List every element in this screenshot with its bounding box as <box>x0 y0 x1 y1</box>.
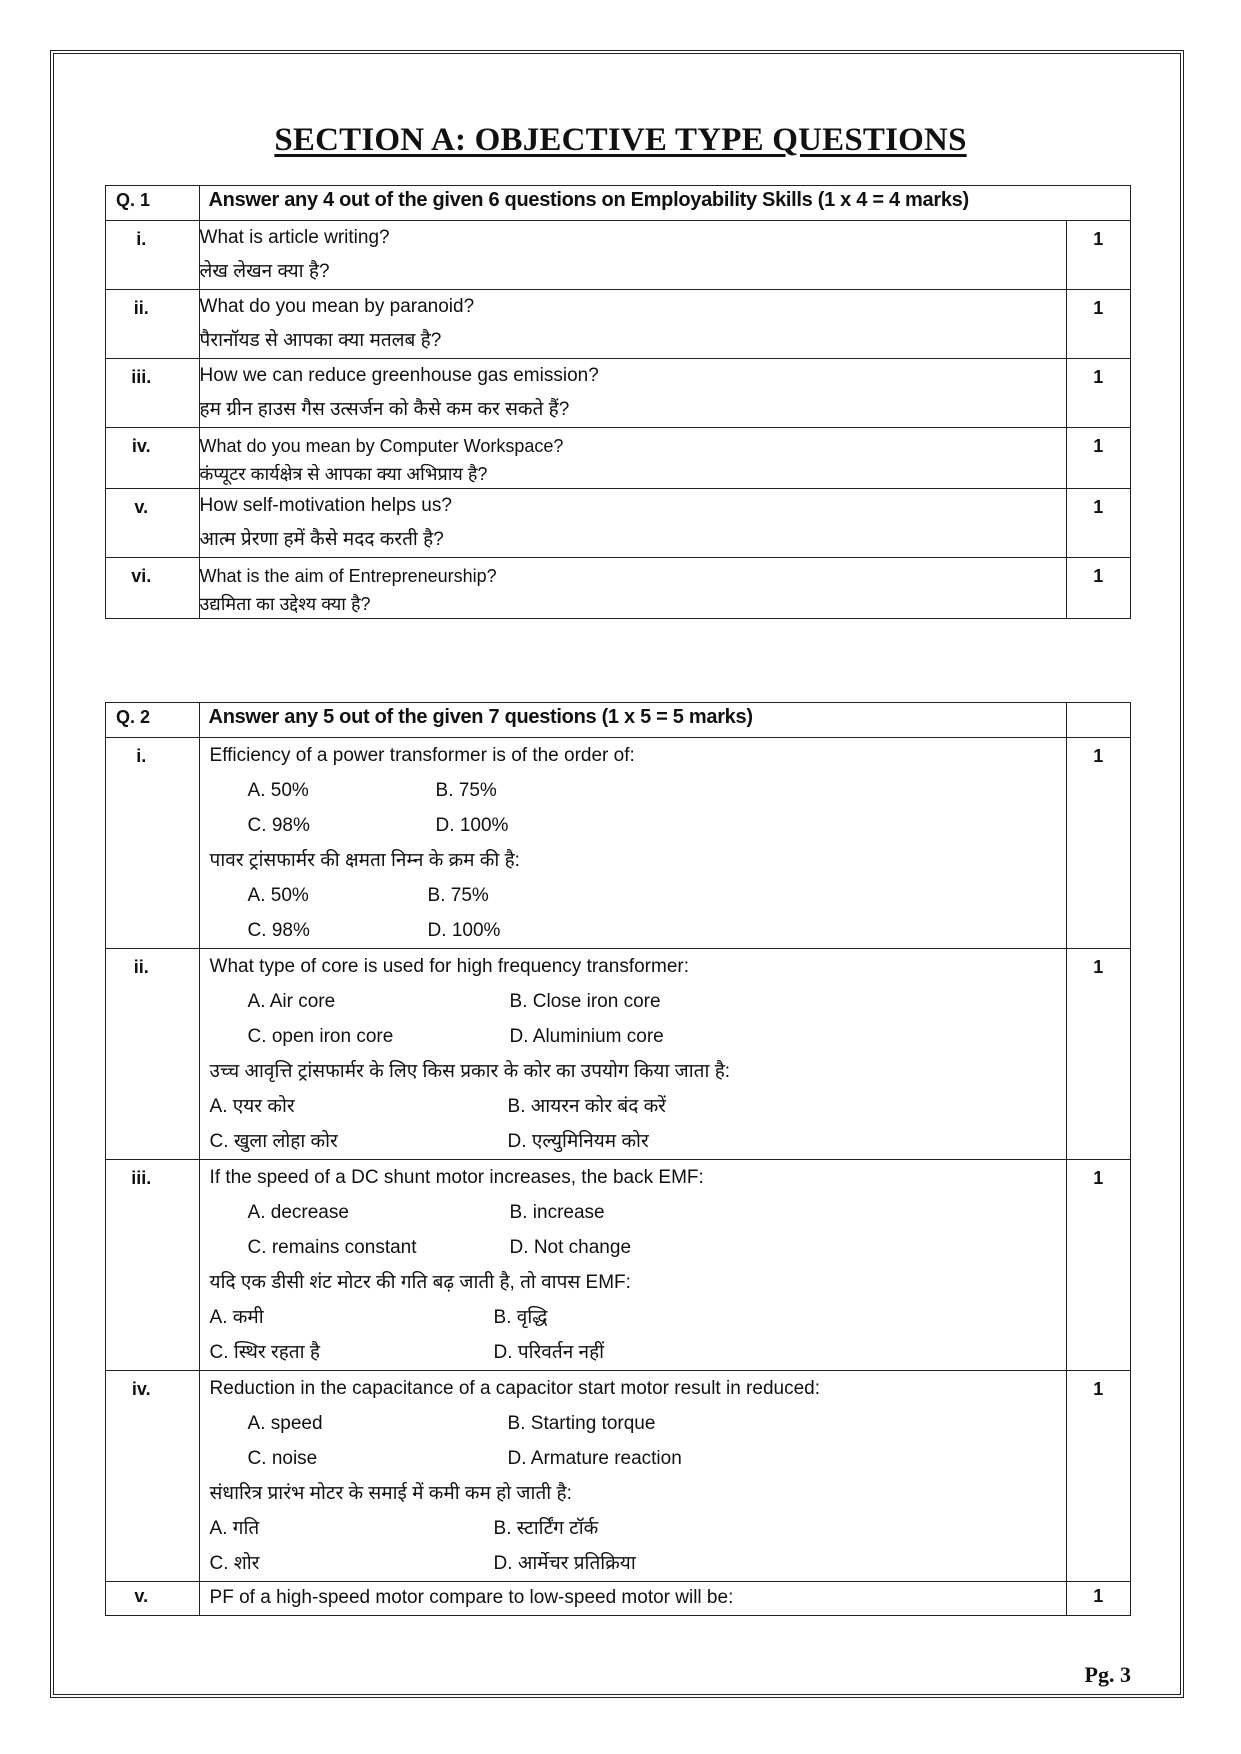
question-english: What is the aim of Entrepreneurship? <box>199 566 497 586</box>
options-english <box>210 984 1066 1054</box>
question-english: What do you mean by paranoid? <box>199 296 475 317</box>
options-hindi <box>210 878 1066 948</box>
option-b: B. increase <box>509 1202 605 1223</box>
option-c: C. शोर <box>209 1553 260 1574</box>
sub-question-text <box>199 489 1066 558</box>
sub-question-number: v. <box>106 1582 200 1616</box>
sub-question-number: iii. <box>106 359 200 428</box>
option-c: C. स्थिर रहता है <box>209 1342 320 1363</box>
options-english <box>210 773 1066 843</box>
option-c: C. खुला लोहा कोर <box>209 1131 338 1152</box>
question-hindi: उच्च आवृत्ति ट्रांसफार्मर के लिए किस प्रकार के कोर का उपयोग किया जाता है: <box>209 1061 731 1082</box>
question-english: What do you mean by Computer Workspace? <box>199 436 564 456</box>
question-english: Reduction in the capacitance of a capacitor start motor result in reduced: <box>209 1378 820 1399</box>
marks: 1 <box>1066 489 1130 558</box>
question-english: PF of a high-speed motor compare to low-speed motor will be: <box>209 1587 734 1608</box>
section-title: SECTION A: OBJECTIVE TYPE QUESTIONS <box>274 122 967 158</box>
marks: 1 <box>1066 290 1130 359</box>
sub-question-text <box>199 428 1066 489</box>
option-c: C. open iron core <box>247 1026 394 1047</box>
sub-question-text <box>199 1582 1066 1616</box>
marks: 1 <box>1066 949 1130 1160</box>
option-c: C. remains constant <box>247 1237 417 1258</box>
marks: 1 <box>1066 221 1130 290</box>
option-a: A. Air core <box>247 991 336 1012</box>
sub-question-number: iv. <box>106 1371 200 1582</box>
sub-question <box>106 428 1131 489</box>
question-1-table <box>105 185 1131 619</box>
question-2-table <box>105 702 1131 1616</box>
option-b: B. Starting torque <box>507 1413 656 1434</box>
option-d: D. Aluminium core <box>509 1026 664 1047</box>
option-a: A. एयर कोर <box>209 1096 295 1117</box>
option-a: A. 50% <box>247 885 309 906</box>
question-hindi: पैरानॉयड से आपका क्या मतलब है? <box>199 330 442 351</box>
sub-question-number: ii. <box>106 949 200 1160</box>
sub-question-number: v. <box>106 489 200 558</box>
question-english: What type of core is used for high frequency transformer: <box>209 956 689 977</box>
option-d: D. Armature reaction <box>507 1448 682 1469</box>
option-d: D. एल्युमिनियम कोर <box>507 1131 649 1152</box>
sub-question <box>106 221 1131 290</box>
options-hindi <box>210 1511 1066 1581</box>
sub-question-number: vi. <box>106 558 200 619</box>
sub-question <box>106 1371 1131 1582</box>
question-english: Efficiency of a power transformer is of the order of: <box>209 745 635 766</box>
sub-question-number: i. <box>106 221 200 290</box>
question-hindi: लेख लेखन क्या है? <box>199 261 330 282</box>
question-english: How self-motivation helps us? <box>199 495 452 516</box>
question-instruction: Answer any 4 out of the given 6 questions on Employability Skills (1 x 4 = 4 marks) <box>199 186 1130 221</box>
marks: 1 <box>1066 1582 1130 1616</box>
sub-question <box>106 489 1131 558</box>
option-b: B. 75% <box>435 780 497 801</box>
sub-question <box>106 738 1131 949</box>
sub-question-text <box>199 221 1066 290</box>
marks: 1 <box>1066 428 1130 489</box>
options-english <box>210 1195 1066 1265</box>
option-d: D. 100% <box>427 920 501 941</box>
question-hindi: हम ग्रीन हाउस गैस उत्सर्जन को कैसे कम कर सकते हैं? <box>199 399 570 420</box>
options-hindi <box>210 1300 1066 1370</box>
question-hindi: उद्यमिता का उद्देश्य क्या है? <box>199 594 371 614</box>
question-hindi: संधारित्र प्रारंभ मोटर के समाई में कमी कम हो जाती है: <box>209 1483 572 1504</box>
marks: 1 <box>1066 1160 1130 1371</box>
option-b: B. वृद्धि <box>493 1307 548 1328</box>
option-a: A. 50% <box>247 780 309 801</box>
option-a: A. गति <box>209 1518 260 1539</box>
sub-question <box>106 1160 1131 1371</box>
question-hindi: कंप्यूटर कार्यक्षेत्र से आपका क्या अभिप्राय है? <box>199 464 488 484</box>
sub-question-number: iv. <box>106 428 200 489</box>
marks: 1 <box>1066 1371 1130 1582</box>
option-a: A. कमी <box>209 1307 264 1328</box>
question-hindi: यदि एक डीसी शंट मोटर की गति बढ़ जाती है, तो वापस EMF: <box>209 1272 631 1293</box>
option-b: B. आयरन कोर बंद करें <box>507 1096 666 1117</box>
question-number: Q. 2 <box>106 703 200 738</box>
marks: 1 <box>1066 359 1130 428</box>
page-number: Pg. 3 <box>1084 1662 1131 1687</box>
option-b: B. 75% <box>427 885 489 906</box>
option-d: D. आर्मेचर प्रतिक्रिया <box>493 1553 636 1574</box>
option-a: A. speed <box>247 1413 323 1434</box>
sub-question-text <box>199 1371 1066 1582</box>
option-c: C. noise <box>247 1448 318 1469</box>
question-english: How we can reduce greenhouse gas emission? <box>199 365 599 386</box>
marks: 1 <box>1066 738 1130 949</box>
sub-question <box>106 359 1131 428</box>
option-a: A. decrease <box>247 1202 349 1223</box>
sub-question-number: i. <box>106 738 200 949</box>
question-hindi: आत्म प्रेरणा हमें कैसे मदद करती है? <box>199 529 444 550</box>
option-c: C. 98% <box>247 920 310 941</box>
sub-question <box>106 949 1131 1160</box>
question-1-header <box>106 186 1131 221</box>
sub-question <box>106 558 1131 619</box>
sub-question-text <box>199 290 1066 359</box>
question-number: Q. 1 <box>106 186 200 221</box>
option-d: D. Not change <box>509 1237 632 1258</box>
sub-question-text <box>199 738 1066 949</box>
question-english: If the speed of a DC shunt motor increases, the back EMF: <box>209 1167 704 1188</box>
sub-question-number: ii. <box>106 290 200 359</box>
options-hindi <box>210 1089 1066 1159</box>
sub-question-text <box>199 558 1066 619</box>
options-english <box>210 1406 1066 1476</box>
sub-question <box>106 290 1131 359</box>
sub-question-text <box>199 1160 1066 1371</box>
question-hindi: पावर ट्रांसफार्मर की क्षमता निम्न के क्रम की है: <box>209 850 520 871</box>
option-d: D. 100% <box>435 815 509 836</box>
sub-question-text <box>199 359 1066 428</box>
marks-header-cell <box>1066 703 1130 738</box>
sub-question-number: iii. <box>106 1160 200 1371</box>
sub-question-text <box>199 949 1066 1160</box>
option-b: B. Close iron core <box>509 991 661 1012</box>
sub-question <box>106 1582 1131 1616</box>
option-d: D. परिवर्तन नहीं <box>493 1342 605 1363</box>
marks: 1 <box>1066 558 1130 619</box>
question-2-header <box>106 703 1131 738</box>
question-instruction: Answer any 5 out of the given 7 questions (1 x 5 = 5 marks) <box>199 703 1066 738</box>
option-b: B. स्टार्टिंग टॉर्क <box>493 1518 599 1539</box>
question-english: What is article writing? <box>199 227 390 248</box>
option-c: C. 98% <box>247 815 310 836</box>
